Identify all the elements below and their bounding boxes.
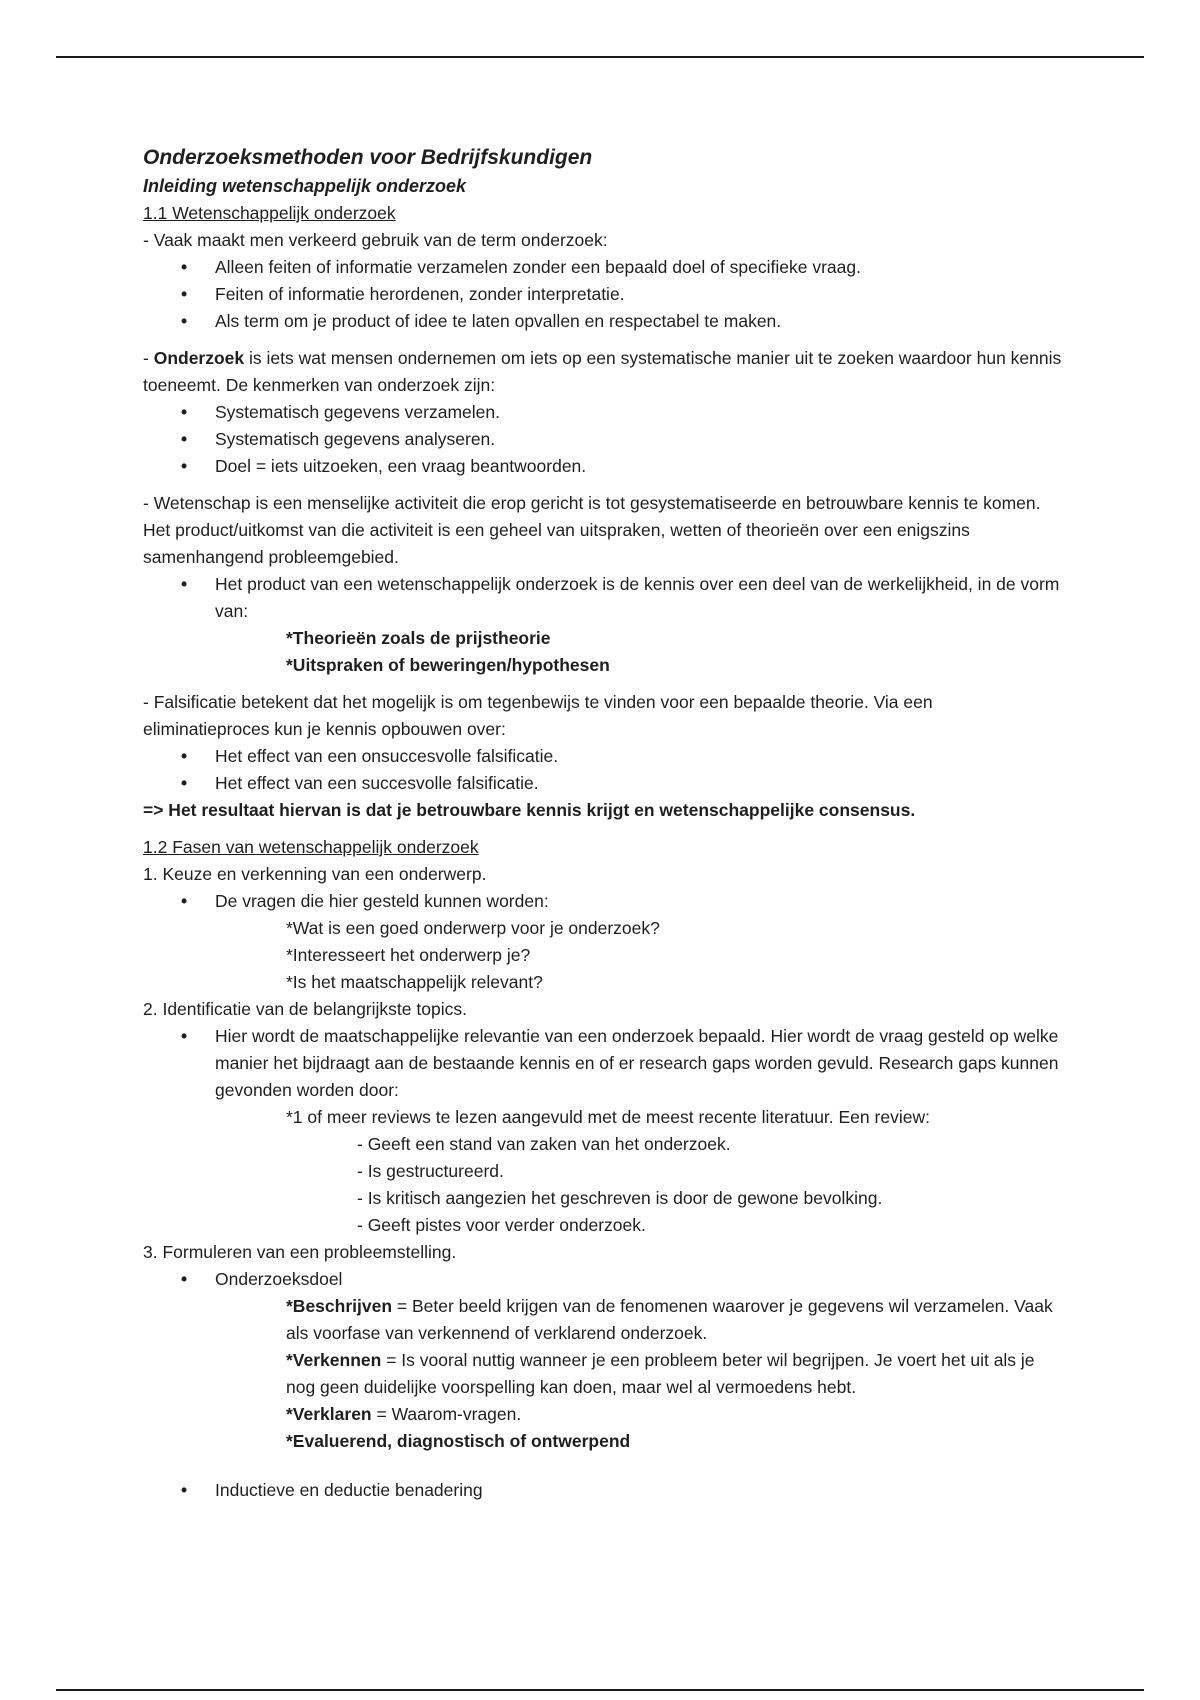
kenmerken-list: [143, 399, 1063, 480]
step-2-sub-item: *1 of meer reviews te lezen aangevuld met de meest recente literatuur. Een review:: [286, 1107, 930, 1127]
document-body: [143, 143, 1063, 1504]
product-sub-item: *Uitspraken of beweringen/hypothesen: [286, 655, 610, 675]
doel-term: *Beschrijven: [286, 1296, 393, 1316]
list-item: • Alleen feiten of informatie verzamelen zonder een bepaald doel of specifieke vraag.: [143, 254, 1063, 281]
review-item: - Geeft een stand van zaken van het onderzoek.: [357, 1134, 731, 1154]
step-1: 1. Keuze en verkenning van een onderwerp.: [143, 864, 487, 884]
falsificatie-paragraph: - Falsificatie betekent dat het mogelijk is om tegenbewijs te vinden voor een bepaalde theorie. Via een eliminatieproces kun je kennis opbouwen over:: [143, 692, 933, 739]
list-item: • De vragen die hier gesteld kunnen worden:: [143, 888, 1063, 915]
doel-evaluerend: [143, 1428, 1063, 1455]
review-item: - Geeft pistes voor verder onderzoek.: [357, 1215, 646, 1235]
onderzoek-definition-text: is iets wat mensen ondernemen om iets op een systematische manier uit te zoeken waardoor hun kennis toeneemt. De kenmerken van onderzoek zijn:: [143, 348, 1062, 395]
onderzoek-term: Onderzoek: [153, 348, 245, 368]
step-1-sub-item: *Is het maatschappelijk relevant?: [286, 972, 543, 992]
step-3: 3. Formuleren van een probleemstelling.: [143, 1242, 457, 1262]
document-subtitle: Inleiding wetenschappelijk onderzoek: [143, 176, 467, 196]
step-2-list: [143, 1023, 1063, 1104]
step-3-list: [143, 1266, 1063, 1293]
list-item: • Feiten of informatie herordenen, zonder interpretatie.: [143, 281, 1063, 308]
doel-term: *Verkennen: [286, 1350, 382, 1370]
falsificatie-list: [143, 743, 1063, 797]
dash-prefix: -: [143, 348, 154, 368]
list-item: • Onderzoeksdoel: [143, 1266, 1063, 1293]
doel-desc: = Waarom-vragen.: [371, 1404, 522, 1424]
conclusion-line: => Het resultaat hiervan is dat je betrouwbare kennis krijgt en wetenschappelijke consensus.: [143, 800, 916, 820]
list-item: • Inductieve en deductie benadering: [143, 1477, 1063, 1504]
top-rule: [56, 56, 1144, 58]
bottom-rule: [56, 1689, 1144, 1691]
list-item: • Als term om je product of idee te laten opvallen en respectabel te maken.: [143, 308, 1063, 335]
doel-verkennen: [143, 1347, 1063, 1401]
list-item: • Systematisch gegevens verzamelen.: [143, 399, 1063, 426]
section-heading-1-2: 1.2 Fasen van wetenschappelijk onderzoek: [143, 837, 479, 857]
doel-term: *Verklaren: [286, 1404, 372, 1424]
review-item: - Is kritisch aangezien het geschreven is door de gewone bevolking.: [357, 1188, 883, 1208]
review-item: - Is gestructureerd.: [357, 1161, 504, 1181]
onderzoek-definition: [143, 345, 1063, 399]
list-item: • Het product van een wetenschappelijk onderzoek is de kennis over een deel van de werkelijkheid, in de vorm van:: [143, 571, 1063, 625]
step-1-sub-item: *Wat is een goed onderwerp voor je onderzoek?: [286, 918, 660, 938]
misuse-list: [143, 254, 1063, 335]
product-sub-item: *Theorieën zoals de prijstheorie: [286, 628, 551, 648]
doel-desc: = Beter beeld krijgen van de fenomenen waarover je gegevens wil verzamelen. Vaak als voorfase van verkennend of verklarend onderzoek.: [286, 1296, 1053, 1343]
step-1-sub-item: *Interesseert het onderwerp je?: [286, 945, 531, 965]
wetenschap-paragraph: - Wetenschap is een menselijke activiteit die erop gericht is tot gesystematiseerde en betrouwbare kennis te komen. Het product/uitkomst van die activiteit is een geheel van uitspraken, wetten of theorieën over een enigszins samenhangend probleemgebied.: [143, 493, 1041, 567]
product-list: [143, 571, 1063, 625]
section-heading-1-1: 1.1 Wetenschappelijk onderzoek: [143, 203, 396, 223]
doel-verklaren: [143, 1401, 1063, 1428]
step-2: 2. Identificatie van de belangrijkste topics.: [143, 999, 467, 1019]
step-3-list-2: [143, 1477, 1063, 1504]
list-item: • Het effect van een onsuccesvolle falsificatie.: [143, 743, 1063, 770]
doel-term: *Evaluerend, diagnostisch of ontwerpend: [286, 1431, 631, 1451]
list-item: • Doel = iets uitzoeken, een vraag beantwoorden.: [143, 453, 1063, 480]
doel-beschrijven: [143, 1293, 1063, 1347]
list-item: • Systematisch gegevens analyseren.: [143, 426, 1063, 453]
step-1-list: [143, 888, 1063, 915]
list-item: • Het effect van een succesvolle falsificatie.: [143, 770, 1063, 797]
doel-desc: = Is vooral nuttig wanneer je een probleem beter wil begrijpen. Je voert het uit als je nog geen duidelijke voorspelling kan doen, maar wel al vermoedens hebt.: [286, 1350, 1035, 1397]
term-onderzoek-intro: - Vaak maakt men verkeerd gebruik van de term onderzoek:: [143, 230, 608, 250]
list-item: • Hier wordt de maatschappelijke relevantie van een onderzoek bepaald. Hier wordt de vraag gesteld op welke manier het bijdraagt aan de bestaande kennis en of er research gaps worden gevuld. Research gaps kunnen gevonden worden door:: [143, 1023, 1063, 1104]
document-title: Onderzoeksmethoden voor Bedrijfskundigen: [143, 146, 593, 169]
